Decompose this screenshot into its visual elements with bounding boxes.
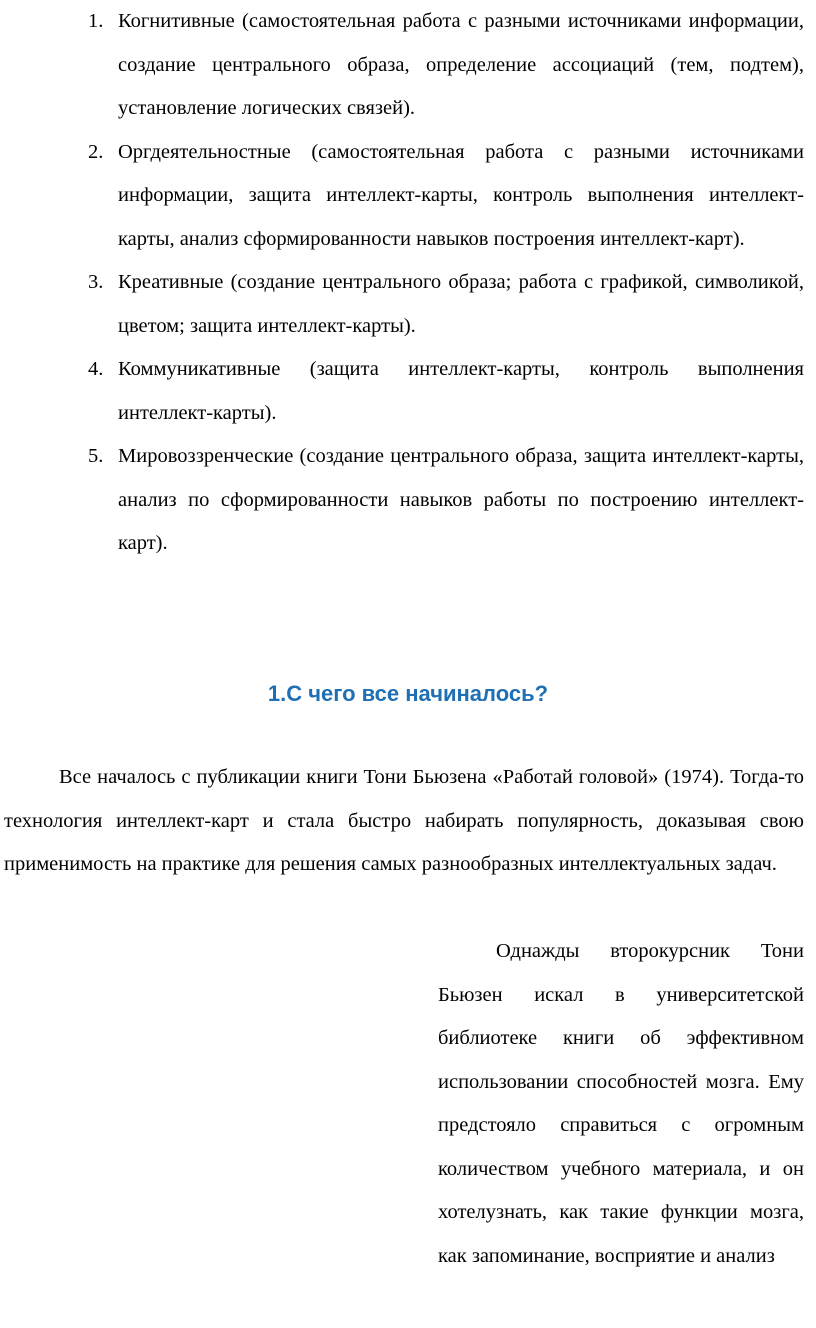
list-item-text: Оргдеятельностные (самостоятельная работа с разными источниками информации, защита интеллект-карты, контроль выполнения интеллект-карты, анализ сформированности навыков построения интеллект-карт). <box>118 140 804 250</box>
list-item <box>0 435 816 566</box>
list-item-text: Мировоззренческие (создание центрального образа, защита интеллект-карты, анализ по сформированности навыков работы по построению интеллект-карт). <box>118 445 804 554</box>
section-heading: 1.С чего все начиналось? <box>267 681 549 706</box>
list-item-number: 1. <box>88 10 104 32</box>
list-item-text: Коммуникативные (защита интеллект-карты, контроль выполнения интеллект-карты). <box>118 358 804 424</box>
list-item-number: 4. <box>88 358 104 380</box>
side-paragraph: Однажды второкурсник Тони Бьюзен искал в университетской библиотеке книги об эффективном использовании способностей мозга. Ему предстояло справиться с огромным количеством учебного материала, и он хотелузнать, как такие функции мозга, как запоминание, восприятие и анализ <box>438 940 804 1267</box>
intro-paragraph: Все началось с публикации книги Тони Бьюзена «Работай головой» (1974). Тогда-то технология интеллект-карт и стала быстро набирать популярность, доказывая свою применимость на практике для решения самых разнообразных интеллектуальных задач. <box>4 766 804 875</box>
list-item-number: 3. <box>88 271 104 293</box>
list-item-text: Когнитивные (самостоятельная работа с разными источниками информации, создание центрального образа, определение ассоциаций (тем, подтем), установление логических связей). <box>118 10 804 119</box>
competency-list <box>0 0 816 566</box>
list-item <box>0 0 816 131</box>
list-item <box>0 131 816 262</box>
list-item-text: Креативные (создание центрального образа; работа с графикой, символикой, цветом; защита интеллект-карты). <box>118 271 804 337</box>
list-item-number: 2. <box>88 140 104 163</box>
list-item <box>0 261 816 348</box>
list-item <box>0 348 816 435</box>
list-item-number: 5. <box>88 445 104 467</box>
